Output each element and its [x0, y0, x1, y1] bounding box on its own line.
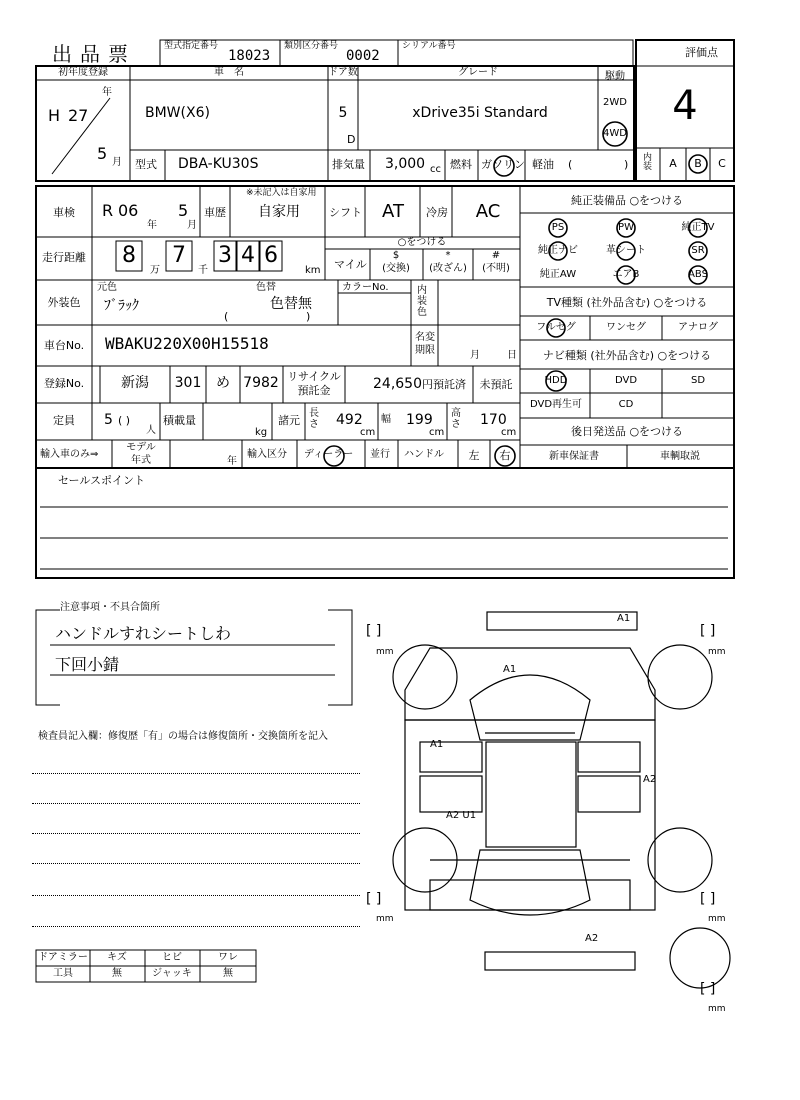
notes-line-2: 下回小錆: [55, 655, 120, 674]
width-unit: cm: [429, 427, 445, 438]
later-title: 後日発送品 ○をつける: [570, 425, 684, 438]
shift-value: AT: [382, 201, 404, 222]
recycle-value: 24,650: [373, 376, 422, 392]
import-category-label: 輸入区分: [247, 449, 287, 460]
mileage-unknown: (不明): [482, 263, 510, 274]
shift-label: シフト: [329, 206, 362, 219]
height-unit: cm: [501, 427, 517, 438]
mileage-digit-3: 3: [218, 243, 232, 268]
fuel-label: 燃料: [450, 158, 472, 171]
shaken-year-unit: 年: [147, 220, 157, 231]
model-spec-label: 型式指定番号: [164, 41, 219, 51]
recycle-label-1: リサイクル: [287, 370, 341, 383]
fuel-paren-close: ): [624, 158, 629, 171]
score-label: 評価点: [685, 46, 718, 59]
registration-class: 301: [174, 375, 202, 391]
equip-ps: PS: [551, 222, 565, 233]
drive-label: 駆動: [605, 71, 625, 82]
displacement-value: 3,000: [385, 156, 426, 172]
first-reg-label: 初年度登録: [58, 67, 108, 78]
inspector-note: 検査員記入欄：修復歴「有」の場合は修復箇所・交換箇所を記入: [38, 731, 328, 742]
displacement-label: 排気量: [332, 158, 365, 171]
handle-right: 右: [499, 449, 511, 462]
later-manual: 車輌取説: [660, 451, 700, 462]
table-break: ワレ: [218, 952, 238, 963]
registration-number: 7982: [243, 375, 279, 391]
shaken-month-unit: 月: [187, 220, 197, 231]
inspector-line-3: [32, 833, 360, 834]
mileage-unit-km: km: [305, 265, 321, 276]
registration-region: 新潟: [121, 375, 149, 391]
model-type-value: DBA-KU30S: [178, 156, 259, 172]
damage-mark-right-a2: A2: [643, 774, 657, 785]
shaken-label: 車検: [53, 206, 75, 219]
later-warranty: 新車保証書: [549, 451, 599, 462]
length-unit: cm: [360, 427, 376, 438]
interior-c: C: [718, 157, 726, 170]
length-label: 長さ: [309, 408, 319, 430]
car-name-label: 車 名: [214, 67, 244, 78]
equip-airbag: エアB: [612, 269, 640, 280]
shaken-era: R: [102, 201, 114, 220]
equip-tv: 純正TV: [681, 222, 715, 233]
mileage-tampered-sym: *: [445, 250, 451, 261]
history-label: 車歴: [204, 206, 226, 219]
import-year-unit: 年: [227, 456, 237, 467]
score-value: 4: [672, 83, 698, 129]
drive-2wd: 2WD: [603, 97, 627, 108]
recycle-status: 円預託済: [422, 378, 466, 391]
equip-abs: ABS: [688, 269, 708, 280]
tire-mm-rear-right: mm: [708, 647, 726, 657]
interior-label: 内装: [643, 153, 653, 172]
inspector-line-6: [32, 926, 360, 927]
equip-navi: 純正ナビ: [538, 245, 578, 256]
damage-mark-front-a2: A2: [585, 933, 599, 944]
tv-fullseg: フルセグ: [536, 322, 576, 333]
year-unit: 年: [102, 87, 112, 98]
navi-sd: SD: [690, 375, 706, 386]
tire-bracket-rear-left: [ ]: [366, 623, 382, 639]
mileage-exchange-sym: $: [392, 250, 400, 261]
doors-value: 5: [338, 105, 348, 121]
sales-points-label: セールスポイント: [58, 474, 146, 487]
repaint-label: 色替: [256, 282, 276, 293]
door-suffix: D: [347, 133, 356, 146]
capacity-value: 5: [104, 412, 113, 428]
notes-title: 注意事項・不具合箇所: [60, 602, 160, 613]
mileage-label: 走行距離: [42, 251, 86, 264]
mileage-circle-note: ○をつける: [397, 237, 447, 248]
tire-bracket-front-left: [ ]: [366, 891, 382, 907]
registration-label: 登録No.: [43, 377, 85, 390]
capacity-label: 定員: [53, 414, 75, 427]
import-only-label: 輸入車のみ⇒: [40, 449, 99, 460]
category-label: 類別区分番号: [284, 41, 339, 51]
mileage-digit-5: 6: [264, 243, 278, 268]
kinds-label: 諸元: [278, 414, 300, 427]
damage-mark-roof-a1: A1: [503, 664, 517, 675]
tire-mm-rear-left: mm: [376, 647, 394, 657]
chassis-value: WBAKU220X00H15518: [105, 334, 269, 353]
name-change-day-unit: 日: [507, 350, 517, 361]
mileage-unit-sen: 千: [198, 265, 208, 276]
mileage-digit-1: 8: [122, 243, 136, 268]
inspector-line-5: [32, 895, 360, 896]
import-parallel: 並行: [370, 449, 390, 460]
equip-leather: 革シート: [606, 245, 646, 256]
import-dealer: ディーラー: [304, 449, 354, 460]
mileage-exchange: (交換): [382, 263, 410, 274]
recycle-label-2: 預託金: [297, 384, 331, 397]
table-jack-value: 無: [223, 968, 233, 979]
repaint-value: 色替無: [270, 296, 312, 312]
shaken-year: 06: [118, 201, 139, 220]
model-year-label-2: 年式: [131, 455, 151, 466]
damage-mark-left-a1: A1: [430, 739, 444, 750]
damage-mark-rear-a1: A1: [617, 613, 631, 624]
width-label: 幅: [381, 414, 391, 425]
model-spec-value: 18023: [228, 48, 271, 64]
ac-label: 冷房: [426, 206, 448, 219]
table-tools-value: 無: [112, 968, 122, 979]
interior-color-label: 内装色: [417, 285, 427, 318]
category-value: 0002: [346, 48, 380, 64]
equip-pw: PW: [618, 222, 634, 233]
month-unit: 月: [112, 157, 122, 168]
interior-a: A: [669, 157, 677, 170]
person-unit: 人: [146, 425, 156, 436]
table-door-mirror: ドアミラー: [38, 952, 88, 963]
mileage-mile: マイル: [334, 258, 367, 271]
notes-line-1: ハンドルすれシートしわ: [55, 624, 232, 643]
tire-bracket-front-right: [ ]: [700, 891, 716, 907]
handle-label: ハンドル: [404, 449, 444, 460]
table-scratch: キズ: [107, 952, 127, 963]
doors-label: ドア数: [328, 67, 358, 78]
table-tools: 工具: [53, 968, 73, 979]
table-crack: ヒビ: [162, 952, 182, 963]
chassis-label: 車台No.: [43, 339, 85, 352]
color-label: 外装色: [47, 296, 81, 309]
height-value: 170: [480, 412, 507, 428]
name-change-label: 名変期限: [415, 332, 435, 356]
equip-aw: 純正AW: [539, 269, 577, 280]
model-type-label: 型式: [135, 158, 157, 171]
equipment-title: 純正装備品 ○をつける: [570, 194, 684, 207]
equip-sr: SR: [691, 245, 705, 256]
repaint-paren-open: (: [224, 310, 229, 323]
inspector-line-1: [32, 773, 360, 774]
tire-mm-front-left: mm: [376, 914, 394, 924]
model-year-label-1: モデル: [126, 442, 156, 453]
mileage-unit-man: 万: [150, 265, 160, 276]
mileage-digit-4: 4: [241, 243, 255, 268]
navi-title: ナビ種類 (社外品含む) ○をつける: [542, 349, 712, 362]
tv-title: TV種類 (社外品含む) ○をつける: [546, 296, 708, 309]
shaken-month: 5: [178, 201, 189, 220]
height-label: 高さ: [451, 408, 461, 430]
first-reg-era: H: [48, 106, 61, 125]
repaint-paren-close: ): [306, 310, 311, 323]
history-note: ※未記入は自家用: [246, 188, 317, 198]
inspector-line-2: [32, 803, 360, 804]
tire-bracket-rear-right: [ ]: [700, 623, 716, 639]
first-reg-month: 5: [97, 144, 108, 163]
tire-mm-spare: mm: [708, 1004, 726, 1014]
mileage-digit-2: 7: [172, 243, 186, 268]
fuel-paren-open: (: [568, 158, 573, 171]
tv-analog: アナログ: [678, 322, 718, 333]
serial-label: シリアル番号: [402, 41, 456, 51]
first-reg-year: 27: [68, 106, 89, 125]
fuel-diesel: 軽油: [532, 158, 554, 171]
table-jack: ジャッキ: [152, 968, 192, 979]
grade-label: グレード: [458, 67, 498, 78]
handle-left: 左: [468, 449, 480, 462]
capacity-paren: ( ): [118, 414, 131, 427]
mileage-unknown-sym: #: [491, 250, 501, 261]
registration-kana: め: [216, 375, 230, 391]
navi-dvd-play: DVD再生可: [529, 399, 583, 410]
navi-dvd: DVD: [614, 375, 638, 386]
inspector-line-4: [32, 863, 360, 864]
original-color-value: ﾌﾞﾗｯｸ: [104, 298, 139, 314]
width-value: 199: [406, 412, 433, 428]
tire-mm-front-right: mm: [708, 914, 726, 924]
damage-mark-left-a2u1: A2 U1: [446, 810, 477, 821]
car-name: BMW(X6): [145, 105, 210, 121]
fuel-gasoline: ガソリン: [481, 158, 525, 171]
original-color-label: 元色: [97, 282, 117, 293]
load-label: 積載量: [163, 414, 196, 427]
navi-hdd: HDD: [544, 375, 568, 386]
navi-cd: CD: [618, 399, 634, 410]
load-unit: kg: [255, 427, 268, 438]
color-no-label: カラーNo.: [342, 282, 389, 293]
displacement-unit: cc: [430, 164, 441, 175]
interior-b: B: [694, 157, 702, 170]
tire-bracket-spare: [ ]: [700, 981, 716, 997]
grade-value: xDrive35i Standard: [412, 105, 548, 121]
length-value: 492: [336, 412, 363, 428]
name-change-month-unit: 月: [470, 350, 480, 361]
history-value: 自家用: [258, 204, 300, 220]
form-title: 出品票: [52, 42, 136, 66]
recycle-unpaid: 未預託: [479, 378, 513, 391]
mileage-tampered: (改ざん): [429, 263, 467, 274]
tv-oneseg: ワンセグ: [606, 322, 646, 333]
ac-value: AC: [475, 201, 501, 222]
drive-4wd: 4WD: [603, 128, 627, 139]
